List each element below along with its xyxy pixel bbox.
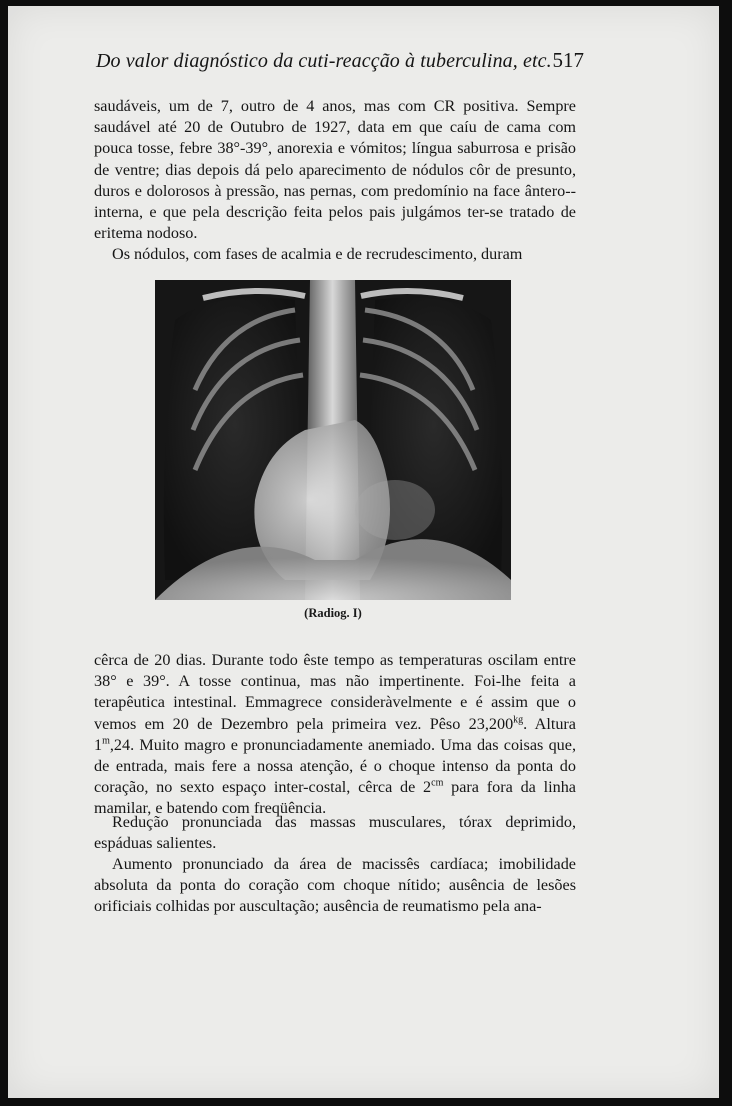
paragraph-2: Os nódulos, com fases de acalmia e de recrudescimento, duram — [112, 245, 523, 263]
running-header — [96, 48, 584, 73]
paragraph-4: Redução pronunciada das massas musculares, tórax deprimido, espáduas salientes. — [94, 813, 576, 853]
running-title: Do valor diagnóstico da cuti-reacção à tuberculina, etc. — [96, 50, 552, 72]
radiograph-image — [155, 280, 511, 600]
unit-kg: kg — [513, 714, 524, 726]
unit-cm: cm — [431, 777, 444, 789]
paragraph-5: Aumento pronunciado da área de macissês cardíaca; imobilidade absoluta da ponta do coração com choque nítido; ausência de lesões orificiais colhidas por auscultação; ausência de reumatismo pela ana- — [94, 855, 576, 916]
paragraph-3-part-a: cêrca de 20 dias. Durante todo êste tempo as temperaturas oscilam entre 38° e 39°. A tosse continua, mas não impertinente. Foi-lhe feita a terapêutica intestinal. Emmagrece consideràvelmente e é assim que o vemos em 20 de Dezembro pela primeira vez. Pêso 23,200 — [94, 651, 576, 733]
unit-m: m — [102, 735, 110, 747]
paragraph-3 — [94, 650, 576, 820]
figure-caption: (Radiog. I) — [304, 606, 362, 620]
paragraph-3-part-c: ,24. Muito magro e pronunciadamente anemiado. Uma das coisas que, de entrada, mais fere a nossa atenção, é o choque intenso da ponta do coração, no sexto espaço inter-costal, cêrca de 2 — [94, 735, 576, 797]
page-number: 517 — [552, 48, 584, 72]
paragraph-3-part-b: . Altura 1 — [94, 714, 576, 754]
paragraph-1: saudáveis, um de 7, outro de 4 anos, mas com CR positiva. Sempre saudável até 20 de Outubro de 1927, data em que caíu de cama com pouca tosse, febre 38°-39°, anorexia e vómitos; língua saburrosa e prisão de ventre; dias depois dá pelo aparecimento de nódulos côr de presunto, duros e dolorosos à pressão, nas pernas, com predomínio na face ântero--interna, e que pela descrição feita pelos pais julgámos ter-se tratado de eritema nodoso. — [94, 97, 576, 243]
paragraph-3-part-d: para fora da linha mamilar, e batendo com freqüência. — [94, 778, 576, 818]
chest-radiograph — [155, 280, 511, 600]
document-page — [8, 6, 719, 1098]
